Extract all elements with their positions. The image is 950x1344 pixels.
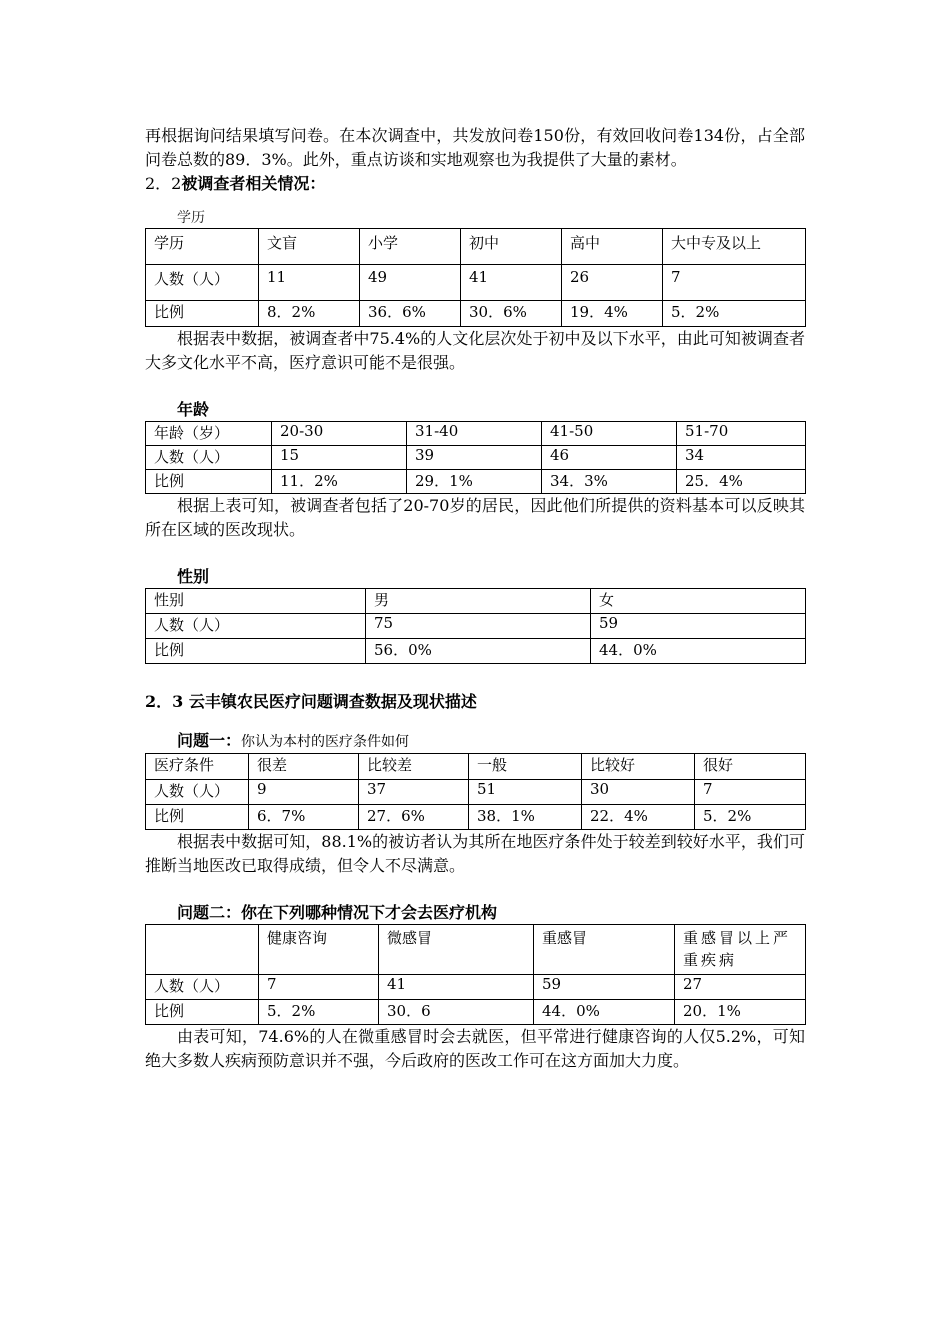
question1-label: 问题一：	[177, 731, 242, 750]
table-cell: 很差	[249, 754, 359, 780]
table-cell: 51-70	[677, 422, 806, 446]
table-cell: 初中	[461, 229, 562, 265]
table-row	[146, 925, 806, 975]
table-cell: 微感冒	[379, 925, 534, 975]
table-cell: 8．2%	[259, 301, 360, 327]
table-cell: 36．6%	[360, 301, 461, 327]
age-title: 年龄	[177, 400, 210, 419]
table-cell: 59	[534, 975, 675, 1000]
table-cell: 男	[366, 589, 591, 614]
table-cell: 41	[379, 975, 534, 1000]
table-cell	[146, 925, 259, 975]
table-row	[146, 614, 806, 639]
table-cell: 比例	[146, 470, 272, 494]
table-cell: 34．3%	[542, 470, 677, 494]
table-cell: 39	[407, 446, 542, 470]
table-cell: 比例	[146, 1000, 259, 1025]
table-cell: 人数（人）	[146, 614, 366, 639]
table-cell: 11．2%	[272, 470, 407, 494]
table-cell: 比例	[146, 301, 259, 327]
table-row	[146, 1000, 806, 1025]
gender-table	[145, 588, 806, 664]
table-cell: 高中	[562, 229, 663, 265]
table-cell: 49	[360, 265, 461, 301]
section-number: 2．2	[145, 174, 182, 193]
table-cell: 重感冒以上严重疾病	[675, 925, 806, 975]
table-row	[146, 589, 806, 614]
table-cell: 比较好	[582, 754, 695, 780]
table-cell: 9	[249, 780, 359, 805]
table-cell: 27．6%	[359, 805, 469, 830]
table-cell: 30．6%	[461, 301, 562, 327]
table-cell: 27	[675, 975, 806, 1000]
section-title: 云丰镇农民医疗问题调查数据及现状描述	[188, 692, 477, 711]
table-row	[146, 446, 806, 470]
age-table	[145, 421, 806, 494]
section-heading-2-2	[145, 172, 805, 196]
table-cell: 7	[259, 975, 379, 1000]
table-row	[146, 422, 806, 446]
table-cell: 15	[272, 446, 407, 470]
table-cell: 31-40	[407, 422, 542, 446]
question2-note: 由表可知，74.6%的人在微重感冒时会去就医，但平常进行健康咨询的人仅5.2%，可知绝大多数人疾病预防意识并不强，今后政府的医改工作可在这方面加大力度。	[145, 1027, 805, 1070]
section-title: 被调查者相关情况：	[181, 174, 326, 193]
question1-title	[177, 730, 805, 753]
table-cell: 很好	[695, 754, 806, 780]
table-cell: 比例	[146, 805, 249, 830]
table-row	[146, 301, 806, 327]
table-cell: 性别	[146, 589, 366, 614]
section-number: 2．3	[145, 692, 184, 711]
table-row	[146, 639, 806, 664]
question2-table	[145, 924, 806, 1025]
education-table	[145, 228, 806, 327]
table-cell: 7	[663, 265, 806, 301]
table-row	[146, 780, 806, 805]
table-cell: 44．0%	[591, 639, 806, 664]
table-cell: 比较差	[359, 754, 469, 780]
table-cell: 女	[591, 589, 806, 614]
table-cell: 医疗条件	[146, 754, 249, 780]
table-row	[146, 265, 806, 301]
table-cell: 41-50	[542, 422, 677, 446]
table-cell: 26	[562, 265, 663, 301]
table-cell: 20．1%	[675, 1000, 806, 1025]
table-cell: 25．4%	[677, 470, 806, 494]
table-cell: 56．0%	[366, 639, 591, 664]
table-row	[146, 470, 806, 494]
table-cell: 30．6	[379, 1000, 534, 1025]
table-cell: 人数（人）	[146, 446, 272, 470]
table-cell: 学历	[146, 229, 259, 265]
table-cell: 5．2%	[663, 301, 806, 327]
question2-title: 问题二：你在下列哪种情况下才会去医疗机构	[177, 903, 498, 922]
table-cell: 46	[542, 446, 677, 470]
question1-table	[145, 753, 806, 830]
table-cell: 75	[366, 614, 591, 639]
table-cell: 30	[582, 780, 695, 805]
section-heading-2-3	[145, 690, 805, 714]
gender-title: 性别	[177, 567, 210, 586]
table-cell: 人数（人）	[146, 780, 249, 805]
table-cell: 5．2%	[259, 1000, 379, 1025]
table-cell: 5．2%	[695, 805, 806, 830]
table-cell: 19．4%	[562, 301, 663, 327]
table-cell: 大中专及以上	[663, 229, 806, 265]
education-note: 根据表中数据，被调查者中75.4%的人文化层次处于初中及以下水平，由此可知被调查者大多文化水平不高，医疗意识可能不是很强。	[145, 329, 805, 372]
table-row	[146, 229, 806, 265]
table-cell: 重感冒	[534, 925, 675, 975]
question1-note: 根据表中数据可知，88.1%的被访者认为其所在地医疗条件处于较差到较好水平，我们可推断当地医改已取得成绩，但令人不尽满意。	[145, 832, 805, 875]
table-cell: 44．0%	[534, 1000, 675, 1025]
table-cell: 34	[677, 446, 806, 470]
table-cell: 29．1%	[407, 470, 542, 494]
table-cell: 6．7%	[249, 805, 359, 830]
table-cell: 11	[259, 265, 360, 301]
table-cell: 人数（人）	[146, 265, 259, 301]
education-caption: 学历	[177, 210, 205, 226]
table-cell: 比例	[146, 639, 366, 664]
table-cell: 38．1%	[469, 805, 582, 830]
table-cell: 51	[469, 780, 582, 805]
table-cell: 41	[461, 265, 562, 301]
table-cell: 小学	[360, 229, 461, 265]
table-cell: 37	[359, 780, 469, 805]
table-cell: 一般	[469, 754, 582, 780]
age-note: 根据上表可知，被调查者包括了20-70岁的居民，因此他们所提供的资料基本可以反映其所在区域的医改现状。	[145, 496, 805, 539]
table-cell: 22．4%	[582, 805, 695, 830]
table-cell: 健康咨询	[259, 925, 379, 975]
document-page	[145, 124, 805, 1073]
table-cell: 7	[695, 780, 806, 805]
intro-paragraph: 再根据询问结果填写问卷。在本次调查中，共发放问卷150份，有效回收问卷134份，占全部问卷总数的89．3%。此外，重点访谈和实地观察也为我提供了大量的素材。	[145, 126, 805, 169]
table-cell: 年龄（岁）	[146, 422, 272, 446]
table-cell: 文盲	[259, 229, 360, 265]
table-row	[146, 754, 806, 780]
table-cell: 20-30	[272, 422, 407, 446]
table-cell: 59	[591, 614, 806, 639]
question1-text: 你认为本村的医疗条件如何	[241, 734, 410, 750]
table-cell: 人数（人）	[146, 975, 259, 1000]
table-row	[146, 975, 806, 1000]
table-row	[146, 805, 806, 830]
